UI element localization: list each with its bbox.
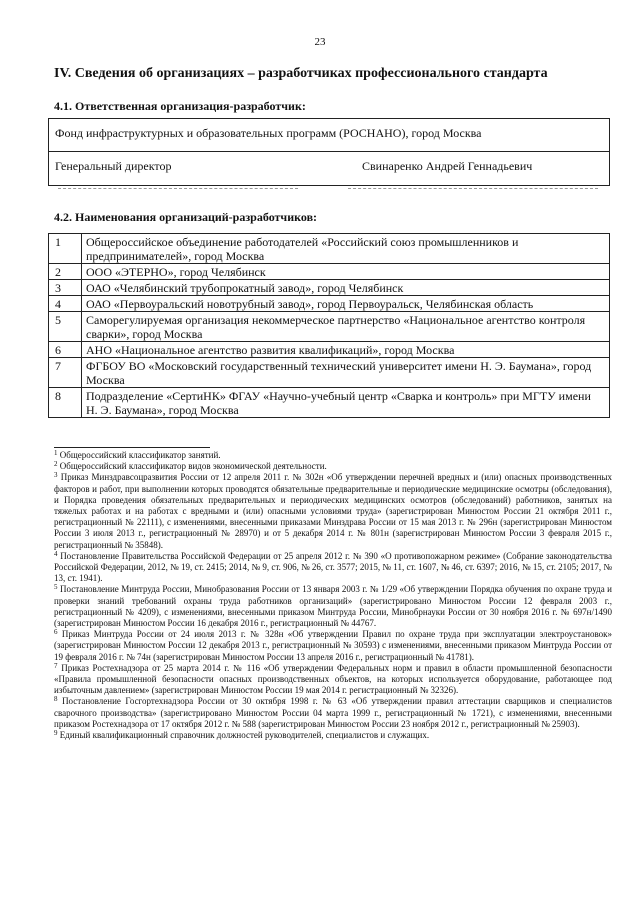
footnote-mark: 3 xyxy=(54,471,58,480)
footnote-mark: 1 xyxy=(54,449,58,457)
footnote-text: Приказ Минздравсоцразвития России от 12 апреля 2011 г. № 302н «Об утверждении перечней вредных и (или) опасных производственных факторов и работ, при выполнении которых проводятся обязательные предварительные и периодические медицинские осмотры (обследования), и Порядка проведения обязательных предварительных и периодических медицинских осмотров (обследований) работников, занятых на тяжелых работах и на работах с вредными и (или) опасными условиями труда» (зарегистрирован Минюстом России 21 октября 2011 г., регистрационный № 22111), с изменениями, внесенными приказами Минздрава России от 15 мая 2013 г. № 296н (зарегистрирован Минюстом России 3 июля 2013 г., регистрационный № 28970) и от 5 декабря 2014 г. № 801н (зарегистрирован Минюстом России 3 февраля 2015 г., регистрационный № 35848). xyxy=(54,472,613,550)
footnote-separator xyxy=(54,447,210,448)
row-number: 2 xyxy=(49,264,82,280)
footnote-text: Постановление Минтруда России, Минобразования России от 13 января 2003 г. № 1/29 «Об утверждении Порядка обучения по охране труда и проверки знаний требований охраны труда работников организаций» (зарегистрировано Минюстом России 12 февраля 2003 г., регистрационный № 4209), с изменениями, внесенными приказом Минтруда России, Минобрнауки России от 30 ноября 2016 г. № 697н/1490 (зарегистрирован Минюстом России 16 декабря 2016 г., регистрационный № 44767. xyxy=(54,584,612,629)
table-row xyxy=(49,280,610,296)
signature-line-left xyxy=(58,188,298,189)
organization-name: ФГБОУ ВО «Московский государственный технический университет имени Н. Э. Баумана», город Москва xyxy=(82,358,610,388)
footnote-mark: 4 xyxy=(54,549,58,558)
responsible-org-heading: 4.1. Ответственная организация-разработчик: xyxy=(54,99,306,113)
row-number: 1 xyxy=(49,234,82,264)
organization-name: АНО «Национальное агентство развития квалификаций», город Москва xyxy=(82,342,610,358)
row-number: 3 xyxy=(49,280,82,296)
responsible-org-box xyxy=(48,118,610,186)
row-number: 7 xyxy=(49,358,82,388)
footnote xyxy=(54,584,612,629)
page-number: 23 xyxy=(314,36,326,48)
table-row xyxy=(49,342,610,358)
footnote xyxy=(54,663,612,697)
developers-heading: 4.2. Наименования организаций-разработчиков: xyxy=(54,210,318,224)
footnotes xyxy=(54,450,612,741)
row-number: 4 xyxy=(49,296,82,312)
footnote xyxy=(54,450,612,461)
organization-name: Саморегулируемая организация некоммерческое партнерство «Национальное агентство контроля сварки», город Москва xyxy=(82,312,610,342)
row-number: 6 xyxy=(49,342,82,358)
footnote-text: Общероссийский классификатор видов экономической деятельности. xyxy=(59,461,327,472)
footnote xyxy=(54,551,612,585)
footnote-text: Единый квалификационный справочник должностей руководителей, специалистов и служащих. xyxy=(59,730,430,741)
footnote xyxy=(54,696,612,730)
footnote-text: Постановление Госгортехнадзора России от 30 октября 1998 г. № 63 «Об утверждении правил аттестации сварщиков и специалистов сварочного производства» (зарегистрировано Минюстом России 04 марта 1999 г., регистрационный № 1721), с изменениями, внесенными приказом Ростехнадзора от 17 октября 2012 г. № 588 (зарегистрирован Минюстом России 23 ноября 2012 г., регистрационный № 25903). xyxy=(54,696,613,729)
table-row xyxy=(49,388,610,418)
table-row xyxy=(49,358,610,388)
footnote xyxy=(54,472,612,550)
organization-name: Общероссийское объединение работодателей «Российский союз промышленников и предпринимателей», город Москва xyxy=(82,234,610,264)
footnote xyxy=(54,730,612,741)
footnote-mark: 6 xyxy=(54,628,58,637)
responsible-person: Свинаренко Андрей Геннадьевич xyxy=(362,159,533,173)
responsible-position: Генеральный директор xyxy=(55,159,172,173)
footnote-text: Приказ Ростехнадзора от 25 марта 2014 г. № 116 «Об утверждении Федеральных норм и правил в области промышленной безопасности «Правила промышленной безопасности опасных производственных объектов, на которых используется оборудование, работающее под избыточным давлением» (зарегистрирован Минюстом России 19 мая 2014 г. регистрационный № 32326). xyxy=(54,662,613,696)
organization-name: Подразделение «СертиНК» ФГАУ «Научно-учебный центр «Сварка и контроль» при МГТУ имени Н. Э. Баумана», город Москва xyxy=(82,388,610,418)
table-row xyxy=(49,264,610,280)
row-number: 8 xyxy=(49,388,82,418)
organization-name: ООО «ЭТЕРНО», город Челябинск xyxy=(82,264,610,280)
footnote xyxy=(54,629,612,663)
footnote-text: Приказ Минтруда России от 24 июля 2013 г. № 328н «Об утверждении Правил по охране труда при эксплуатации электроустановок» (зарегистрирован Минюстом России 12 декабря 2013 г., регистрационный № 30593) с изменениями, внесенными приказом Минтруда России от 19 февраля 2016 г. № 74н (зарегистрирован Минюстом России 13 апреля 2016 г., регистрационный № 41781). xyxy=(54,629,613,662)
table-row xyxy=(49,312,610,342)
footnote-mark: 2 xyxy=(54,460,58,469)
row-divider xyxy=(49,151,609,152)
footnote-mark: 8 xyxy=(54,695,58,704)
footnote-mark: 9 xyxy=(54,729,58,738)
footnote-text: Общероссийский классификатор занятий. xyxy=(59,450,221,460)
footnote-text: Постановление Правительства Российской Федерации от 25 апреля 2012 г. № 390 «О противопожарном режиме» (Собрание законодательства Российской Федерации, 2012, № 19, ст. 2415; 2014, № 9, ст. 906, № 26, ст. 3577; 2015, № 11, ст. 1607, № 46, ст. 6397; 2016, № 15, ст. 2105; 2017, № 13, ст. 1941). xyxy=(54,550,612,584)
developers-table xyxy=(48,233,610,418)
footnote xyxy=(54,461,612,472)
table-row xyxy=(49,234,610,264)
organization-name: ОАО «Первоуральский новотрубный завод», город Первоуральск, Челябинская область xyxy=(82,296,610,312)
footnote-mark: 7 xyxy=(54,661,58,670)
table-row xyxy=(49,296,610,312)
signature-line-right xyxy=(348,188,598,189)
section-title: IV. Сведения об организациях – разработчиках профессионального стандарта xyxy=(54,66,548,81)
row-number: 5 xyxy=(49,312,82,342)
organization-name: ОАО «Челябинский трубопрокатный завод», город Челябинск xyxy=(82,280,610,296)
responsible-org-name: Фонд инфраструктурных и образовательных программ (РОСНАНО), город Москва xyxy=(55,126,482,140)
footnote-mark: 5 xyxy=(54,583,58,592)
